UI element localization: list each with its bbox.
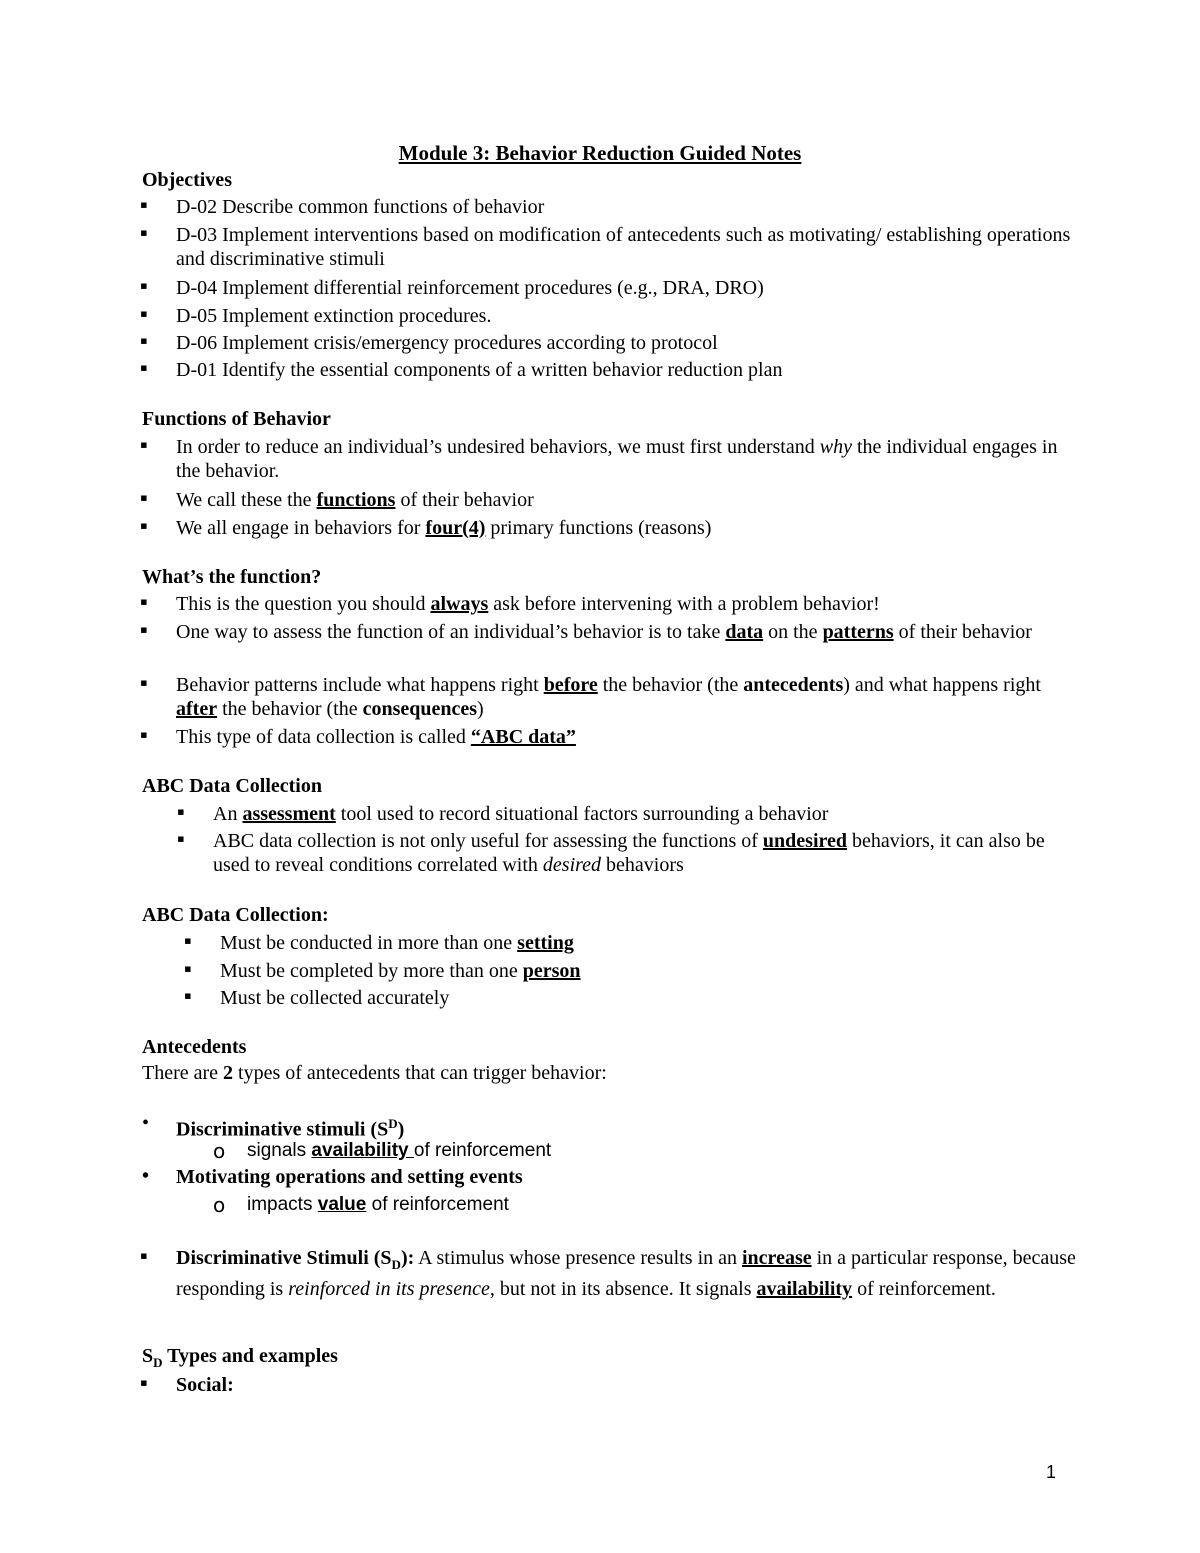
whats-function-bullet-1 [176,592,1076,616]
abc-bullet-2 [213,829,1073,877]
subscript: D [153,1355,163,1370]
answer-availability: availability [311,1140,414,1161]
objective-item: ▪ D-03 Implement interventions based on modification of antecedents such as motivating/ establishing operations and discriminative stimuli [176,223,1076,271]
text: , but not in its absence. It signals [489,1278,757,1300]
objective-item: ▪ D-06 Implement crisis/emergency procedures according to protocol [176,331,1076,355]
text: of their behavior [893,621,1032,643]
text: S [142,1345,154,1367]
text: of reinforcement [366,1194,509,1215]
text: ) [477,698,484,720]
text: In order to reduce an individual’s undesired behaviors, we must first understand [176,436,820,458]
abc-heading: ABC Data Collection [142,775,322,797]
term-antecedents: antecedents [743,674,844,696]
answer-always: always [430,593,489,615]
text: Behavior patterns include what happens right [176,674,544,696]
text: primary functions (reasons) [485,517,712,539]
text: the individual engages in the behavior. [176,436,1058,482]
antecedents-intro [142,1062,607,1085]
objective-item: ▪ D-02 Describe common functions of behavior [176,195,1076,219]
text: ): [400,1247,415,1269]
text: ABC data collection is not only useful for assessing the functions of [213,830,763,852]
answer-data: data [725,621,764,643]
text: on the [763,621,823,643]
text: ) and what happens right [843,674,1041,696]
whats-function-bullet-3 [176,673,1076,721]
answer-four: four(4) [425,517,486,539]
emphasis-reinforced: reinforced in its presence [288,1278,490,1300]
answer-setting: setting [517,932,574,954]
answer-assessment: assessment [242,803,336,825]
objective-item: ▪ D-01 Identify the essential components of a written behavior reduction plan [176,358,1076,382]
text: One way to assess the function of an individual’s behavior is to take [176,621,726,643]
answer-abc-data: “ABC data” [470,726,576,748]
text: We all engage in behaviors for [176,517,426,539]
abc-requirement-2 [220,959,1080,983]
text: Must be conducted in more than one [220,932,518,954]
antecedent-type-sd [176,1112,1076,1142]
sd-types-heading [142,1345,338,1371]
antecedent-type-mo: • Motivating operations and setting events [176,1165,1076,1189]
count-two: 2 [223,1062,234,1084]
text: Discriminative Stimuli (S [176,1247,392,1269]
sd-type-social: ▪ Social: [176,1373,1076,1397]
text: behaviors, it can also be used to reveal conditions correlated with [213,830,1045,876]
answer-person: person [522,960,581,982]
abc-bullet-1 [213,802,1073,826]
answer-availability-2: availability [756,1278,853,1300]
whats-function-heading: What’s the function? [142,566,322,588]
text: Discriminative stimuli (S [176,1118,389,1141]
functions-bullet-2 [176,488,1076,512]
text: This type of data collection is called [176,726,471,748]
antecedent-subitem-1 [247,1140,551,1162]
text: types of antecedents that can trigger behavior: [233,1062,607,1084]
abc-requirements-heading: ABC Data Collection: [142,904,329,926]
objectives-heading: Objectives [142,169,232,191]
text: behaviors [601,854,684,876]
text: the behavior (the [597,674,744,696]
text: There are [142,1062,224,1084]
text: A stimulus whose presence results in an [414,1247,742,1269]
emphasis-desired: desired [542,854,602,876]
antecedent-subitem-2 [247,1194,509,1216]
text: the behavior (the [217,698,363,720]
answer-functions: functions [316,489,396,511]
text: of reinforcement. [852,1278,996,1300]
functions-bullet-1 [176,435,1076,483]
sd-definition [176,1246,1076,1301]
text: impacts [247,1194,318,1215]
subscript: D [391,1257,401,1272]
text: signals [247,1140,312,1161]
emphasis-why: why [819,436,852,458]
answer-before: before [543,674,598,696]
objective-item: ▪ D-05 Implement extinction procedures. [176,304,1076,328]
antecedents-heading: Antecedents [142,1036,247,1058]
objective-item: ▪ D-04 Implement differential reinforcement procedures (e.g., DRA, DRO) [176,276,1076,300]
answer-undesired: undesired [762,830,848,852]
answer-after: after [176,698,218,720]
answer-value: value [317,1194,367,1215]
text: in a particular response, because responding is [176,1247,1076,1300]
text: We call these the [176,489,317,511]
abc-requirement-1 [220,931,1080,955]
abc-requirement-3: ▪ Must be collected accurately [220,986,1080,1010]
answer-increase: increase [742,1247,812,1269]
text: of reinforcement [413,1140,552,1161]
text: This is the question you should [176,593,431,615]
superscript: D [388,1116,398,1131]
text: tool used to record situational factors surrounding a behavior [335,803,829,825]
answer-patterns: patterns [822,621,894,643]
whats-function-bullet-2 [176,620,1076,644]
text: An [213,803,243,825]
text: Types and examples [162,1345,338,1367]
text: of their behavior [395,489,534,511]
functions-bullet-3 [176,516,1076,540]
text: ) [397,1118,405,1141]
term-consequences: consequences [362,698,478,720]
text: Must be completed by more than one [220,960,523,982]
text: ask before intervening with a problem behavior! [488,593,880,615]
page-number: 1 [1046,1462,1057,1482]
functions-heading: Functions of Behavior [142,408,331,430]
page-title: Module 3: Behavior Reduction Guided Notes [398,141,802,165]
whats-function-bullet-4 [176,725,1076,749]
